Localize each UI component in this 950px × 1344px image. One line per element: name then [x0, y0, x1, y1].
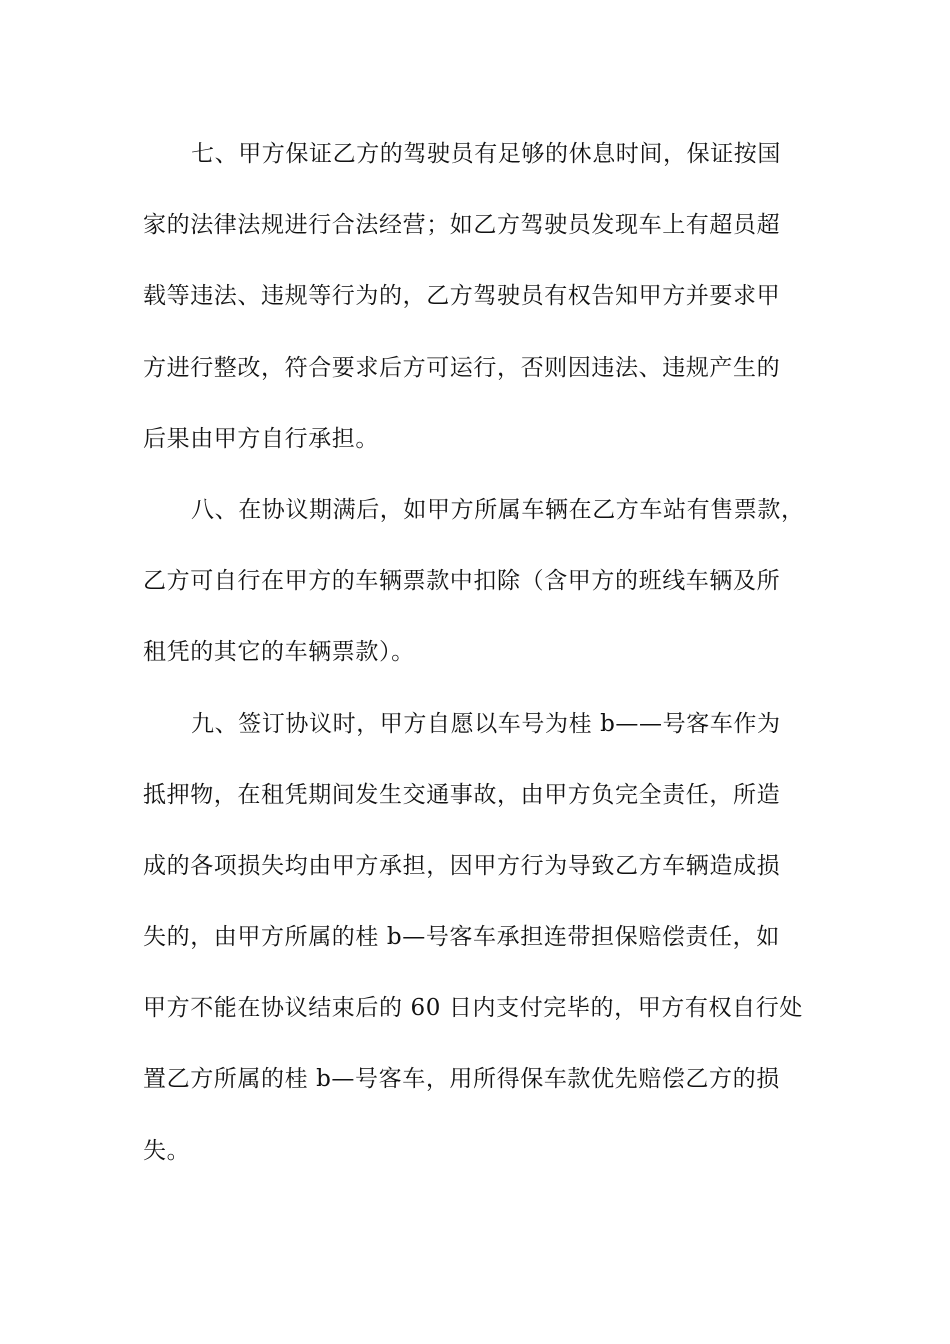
text-line: 成的各项损失均由甲方承担，因甲方行为导致乙方车辆造成损 [143, 852, 781, 879]
text-line: 失的，由甲方所属的桂 b—号客车承担连带担保赔偿责任，如 [143, 924, 780, 951]
text-line: 抵押物，在租凭期间发生交通事故，由甲方负完全责任，所造 [143, 781, 781, 808]
text-line: 方进行整改，符合要求后方可运行，否则因违法、违规产生的 [143, 354, 781, 381]
text-line: 乙方可自行在甲方的车辆票款中扣除（含甲方的班线车辆及所 [143, 568, 781, 595]
text-line: 八、在协议期满后，如甲方所属车辆在乙方车站有售票款， [191, 496, 805, 523]
text-line: 载等违法、违规等行为的，乙方驾驶员有权告知甲方并要求甲 [143, 283, 781, 310]
text-line: 甲方不能在协议结束后的 60 日内支付完毕的，甲方有权自行处 [143, 995, 803, 1022]
text-line: 后果由甲方自行承担。 [143, 425, 379, 452]
text-line: 失。 [143, 1137, 191, 1164]
document-body [143, 128, 808, 1196]
text-line: 七、甲方保证乙方的驾驶员有足够的休息时间，保证按国 [191, 141, 781, 167]
text-line: 家的法律法规进行合法经营；如乙方驾驶员发现车上有超员超 [143, 212, 781, 239]
text-line: 九、签订协议时，甲方自愿以车号为桂 b——号客车作为 [191, 710, 781, 737]
text-line: 置乙方所属的桂 b—号客车，用所得保车款优先赔偿乙方的损 [143, 1066, 780, 1093]
text-line: 租凭的其它的车辆票款）。 [143, 639, 415, 666]
